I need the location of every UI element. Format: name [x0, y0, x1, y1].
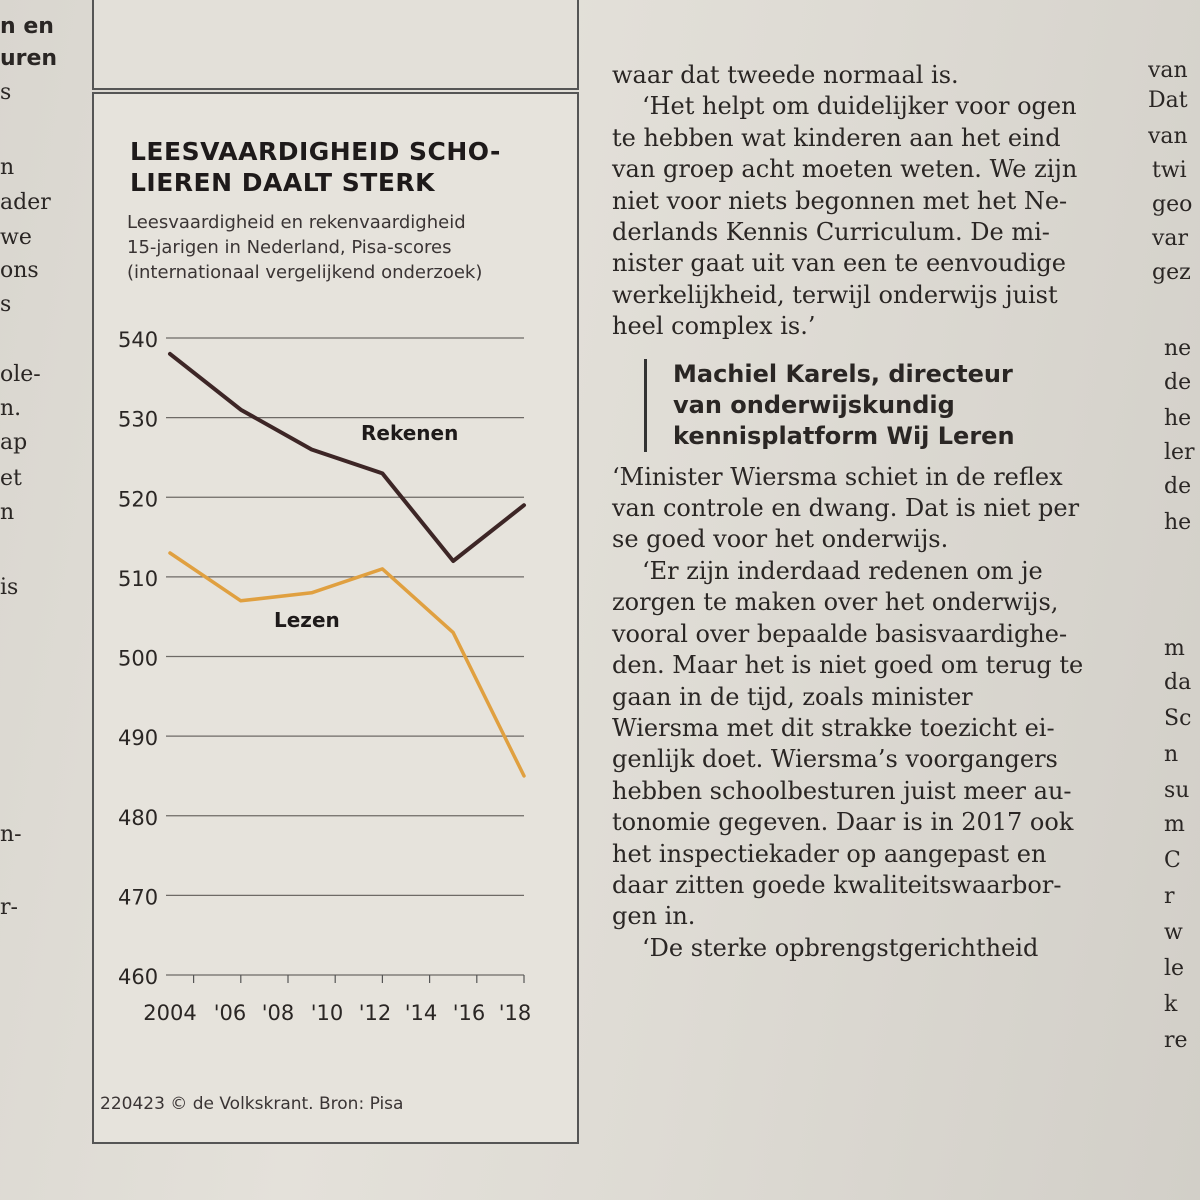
article-line: te hebben wat kinderen aan het eind: [612, 123, 1061, 152]
left-fragment: is: [0, 575, 19, 600]
y-tick-label: 480: [118, 805, 159, 830]
x-tick-label: '14: [404, 1001, 438, 1025]
right-fragment: gez: [1152, 260, 1191, 285]
left-fragment: ole-: [0, 362, 41, 387]
article-column: [612, 60, 1132, 964]
y-tick-label: 490: [118, 726, 159, 751]
left-fragment: ons: [0, 258, 39, 283]
left-fragment: s: [0, 80, 12, 105]
byline-line: van onderwijskundig: [673, 390, 955, 419]
left-fragment: s: [0, 292, 12, 317]
article-paragraph: [612, 60, 1132, 91]
y-tick-label: 540: [118, 328, 159, 352]
article-line: hebben schoolbesturen juist meer au-: [612, 776, 1072, 805]
left-fragment: et: [0, 466, 22, 491]
y-tick-label: 510: [118, 566, 159, 591]
chart-subtitle-line: 15-jarigen in Nederland, Pisa-scores: [127, 237, 452, 258]
series-line-lezen: [170, 553, 524, 776]
y-tick-label: 460: [118, 965, 159, 989]
article-line: genlijk doet. Wiersma’s voorgangers: [612, 745, 1058, 774]
left-fragment: n: [0, 500, 15, 525]
right-fragment: Dat: [1148, 88, 1188, 113]
right-fragment: C: [1164, 848, 1181, 873]
byline-line: Machiel Karels, directeur: [673, 359, 1013, 388]
x-tick-label: 2004: [143, 1001, 197, 1025]
x-tick-label: '12: [358, 1001, 392, 1025]
x-tick-label: '16: [452, 1001, 486, 1025]
left-fragment: we: [0, 225, 32, 250]
right-fragment: de: [1164, 370, 1192, 395]
series-line-rekenen: [170, 354, 524, 561]
chart-subtitle-line: (internationaal vergelijkend onderzoek): [127, 262, 483, 283]
left-fragment: n.: [0, 396, 22, 421]
chart-source: 220423 © de Volkskrant. Bron: Pisa: [100, 1094, 404, 1114]
left-fragment: n: [0, 155, 15, 180]
y-tick-label: 500: [118, 646, 159, 671]
chart-title-line: LEESVAARDIGHEID SCHO-: [130, 137, 501, 166]
right-fragment: de: [1164, 474, 1192, 499]
article-line: nister gaat uit van een te eenvoudige: [612, 249, 1066, 278]
y-tick-label: 530: [118, 407, 159, 432]
left-fragment: ap: [0, 430, 28, 455]
right-fragment: da: [1164, 670, 1192, 695]
article-line: heel complex is.’: [612, 312, 816, 341]
right-fragment: n: [1164, 742, 1179, 767]
chart-title-line: LIEREN DAALT STERK: [130, 168, 436, 197]
article-line: niet voor niets begonnen met het Ne-: [612, 186, 1068, 215]
article-line: gaan in de tijd, zoals minister: [612, 682, 973, 711]
left-fragment: r-: [0, 895, 18, 920]
right-fragment: le: [1164, 956, 1185, 981]
article-line: werkelijkheid, terwijl onderwijs juist: [612, 280, 1058, 309]
right-fragment: m: [1164, 636, 1185, 661]
x-tick-label: '06: [213, 1001, 247, 1025]
article-line: Wiersma met dit strakke toezicht ei-: [612, 713, 1055, 742]
article-paragraph: [612, 556, 1132, 933]
right-fragment: k: [1164, 992, 1178, 1017]
right-fragment: r: [1164, 884, 1175, 909]
y-tick-label: 520: [118, 487, 159, 512]
series-label: Rekenen: [361, 421, 459, 445]
article-line: tonomie gegeven. Daar is in 2017 ook: [612, 808, 1074, 837]
right-fragment: ne: [1164, 336, 1192, 361]
article-line: den. Maar het is niet goed om terug te: [612, 651, 1084, 680]
article-line: zorgen te maken over het onderwijs,: [612, 588, 1059, 617]
left-fragment: n en: [0, 14, 54, 39]
left-fragment: n-: [0, 822, 22, 847]
article-line: vooral over bepaalde basisvaardighe-: [612, 619, 1068, 648]
article-line: ‘Minister Wiersma schiet in de reflex: [612, 462, 1063, 491]
y-tick-label: 470: [118, 885, 159, 910]
article-line: gen in.: [612, 902, 696, 931]
article-line: waar dat tweede normaal is.: [612, 61, 959, 89]
article-paragraph: [612, 462, 1132, 556]
right-fragment: he: [1164, 510, 1192, 535]
article-line: het inspectiekader op aangepast en: [612, 839, 1047, 868]
x-tick-label: '08: [261, 1001, 295, 1025]
byline-line: kennisplatform Wij Leren: [673, 421, 1015, 450]
right-fragment: twi: [1152, 158, 1187, 183]
right-fragment: geo: [1152, 192, 1193, 217]
article-line: ‘Er zijn inderdaad redenen om je: [642, 556, 1043, 585]
right-fragment: var: [1152, 226, 1189, 251]
left-fragment: uren: [0, 46, 58, 71]
article-line: daar zitten goede kwaliteitswaarbor-: [612, 870, 1062, 899]
article-line: ‘Het helpt om duidelijker voor ogen: [642, 92, 1077, 121]
series-label: Lezen: [274, 608, 340, 632]
article-line: ‘De sterke opbrengstgerichtheid: [642, 933, 1039, 962]
article-paragraph: [612, 123, 1132, 343]
right-column-fragments: [1148, 0, 1200, 1200]
right-fragment: re: [1164, 1028, 1188, 1053]
article-paragraph: [612, 91, 1132, 122]
chart-subtitle-line: Leesvaardigheid en rekenvaardigheid: [127, 212, 466, 233]
article-line: derlands Kennis Curriculum. De mi-: [612, 218, 1050, 247]
right-fragment: van: [1148, 124, 1188, 149]
byline: [644, 359, 1132, 452]
right-fragment: ler: [1164, 440, 1195, 465]
left-fragment: ader: [0, 190, 51, 215]
right-fragment: he: [1164, 406, 1192, 431]
x-tick-label: '10: [310, 1001, 344, 1025]
article-line: se goed voor het onderwijs.: [612, 525, 949, 554]
right-fragment: Sc: [1164, 706, 1192, 731]
right-fragment: w: [1164, 920, 1183, 945]
article-line: van controle en dwang. Dat is niet per: [612, 494, 1080, 523]
article-line: van groep acht moeten weten. We zijn: [612, 155, 1078, 184]
right-fragment: van: [1148, 58, 1188, 83]
x-tick-label: '18: [498, 1001, 532, 1025]
right-fragment: su: [1164, 778, 1190, 803]
article-paragraph: [612, 933, 1132, 964]
right-fragment: m: [1164, 812, 1185, 837]
